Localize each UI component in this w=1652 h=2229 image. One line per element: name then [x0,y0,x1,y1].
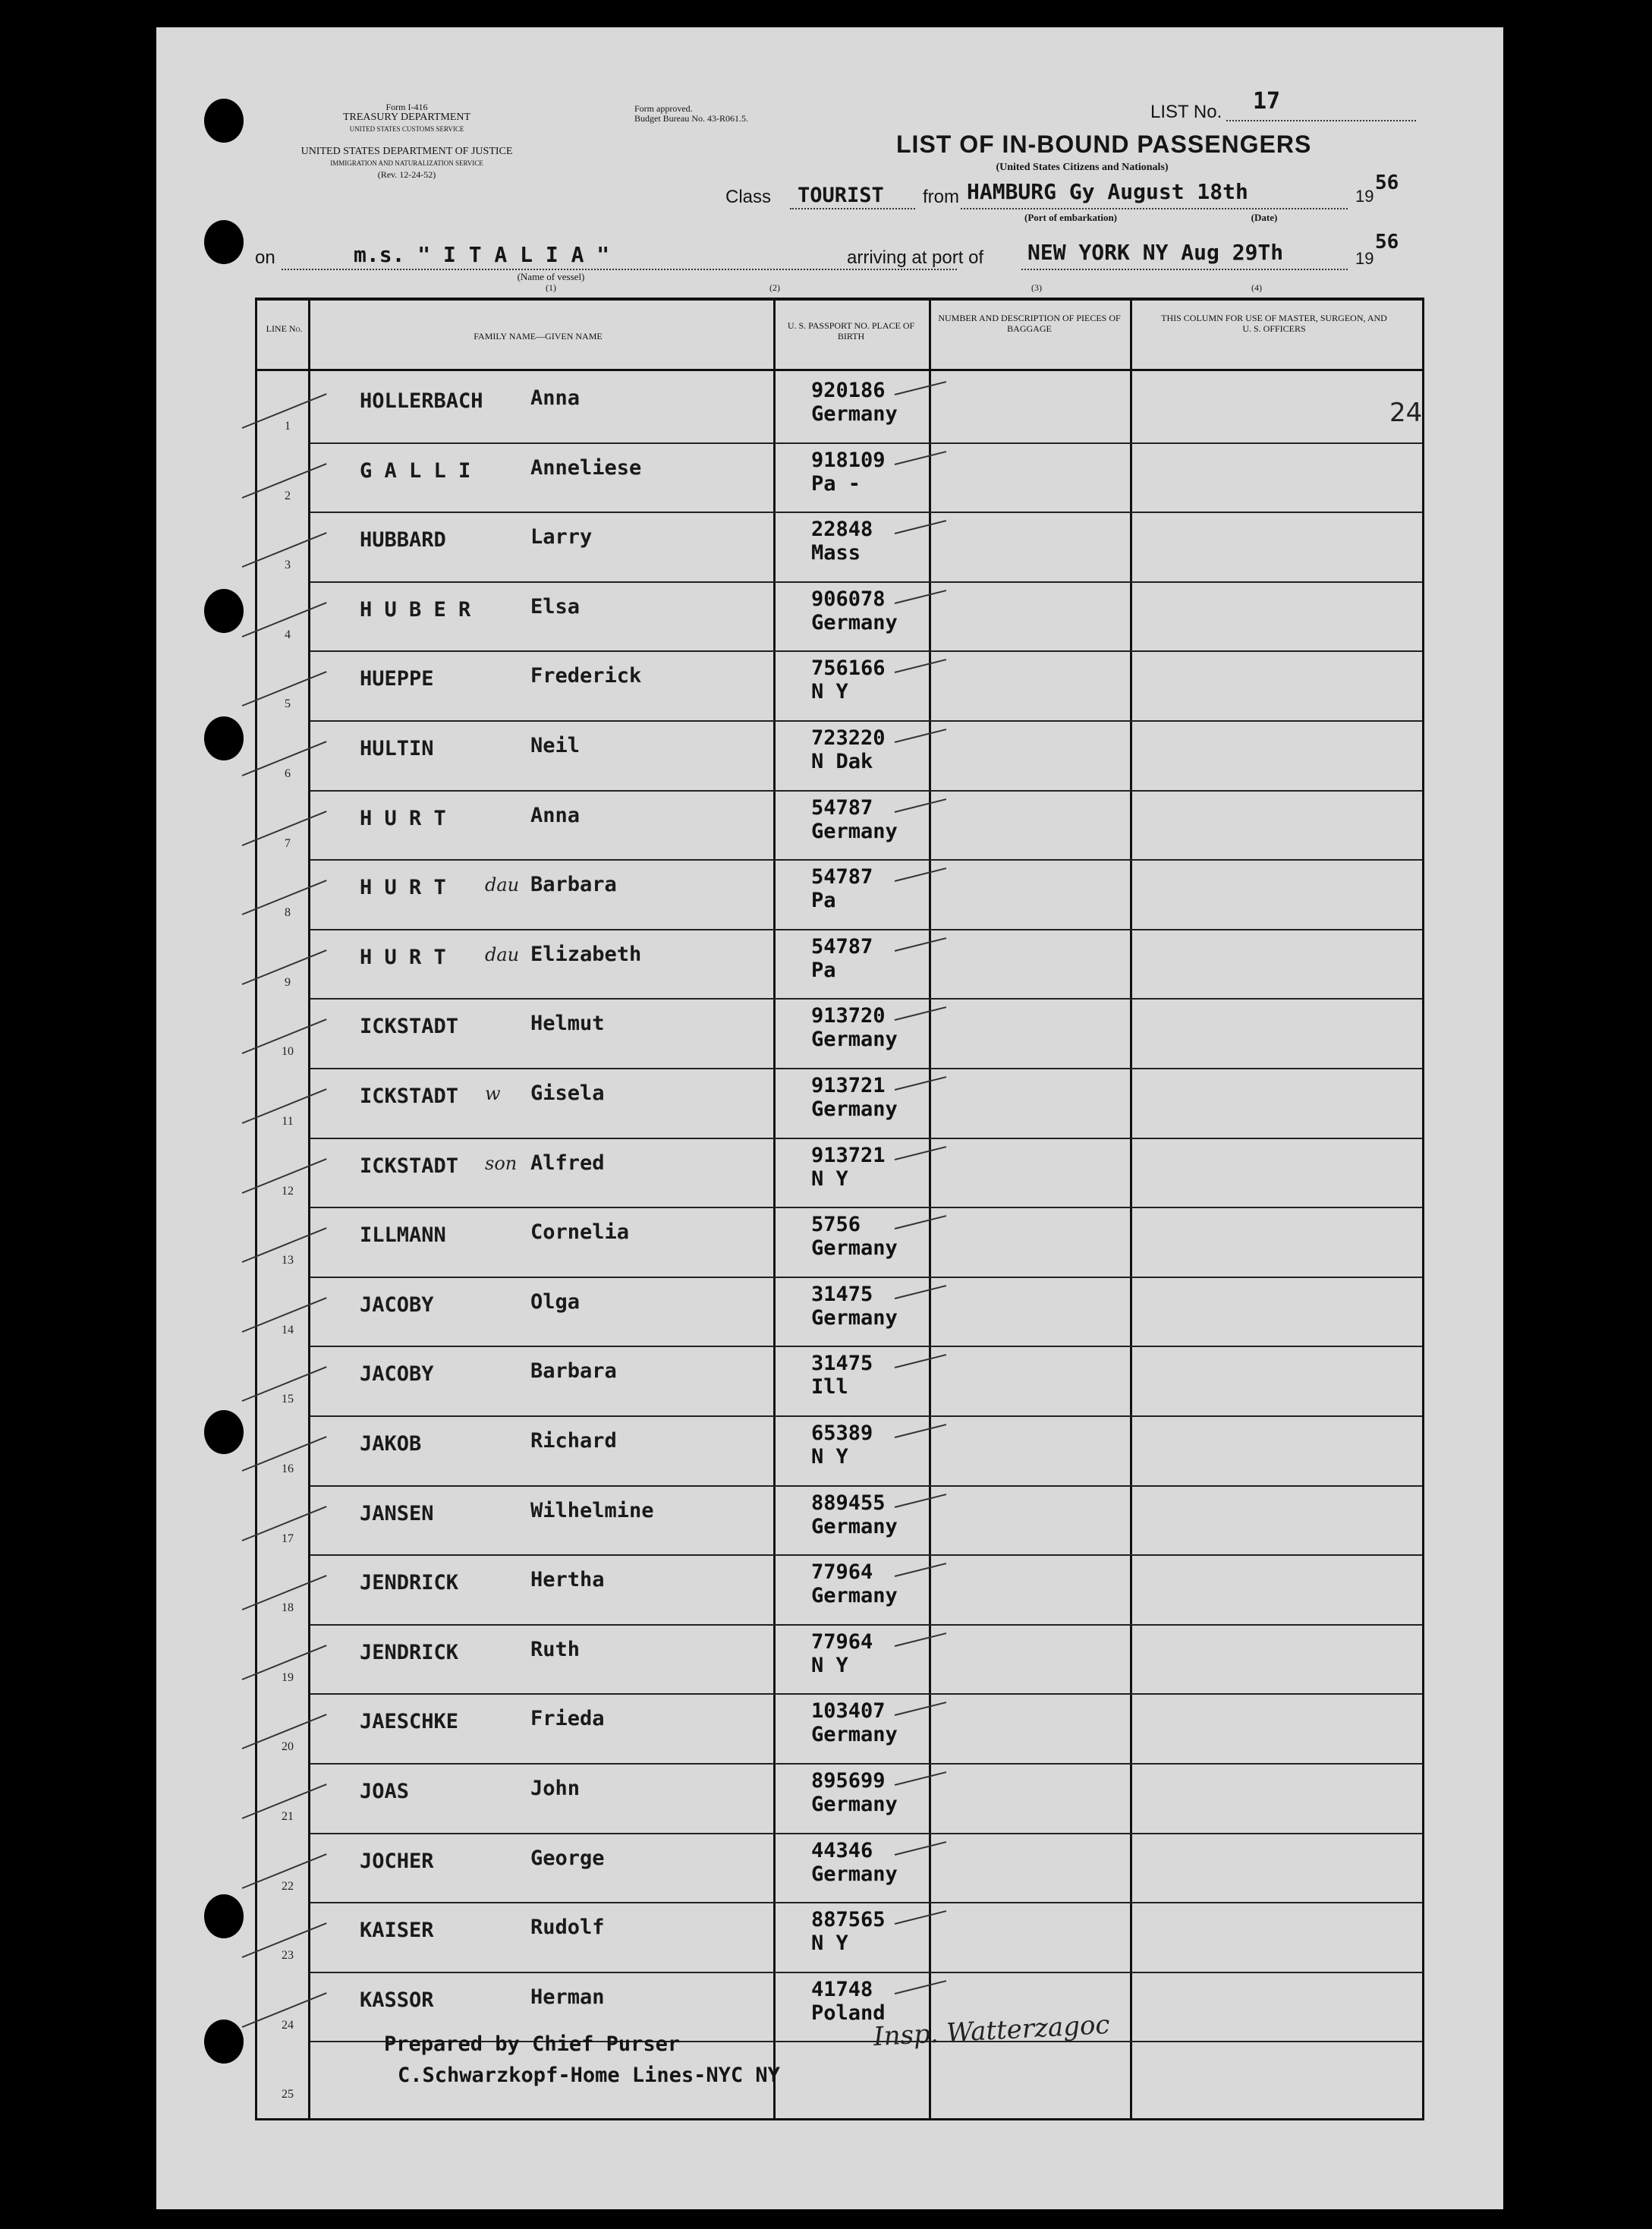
line-number: 18 [282,1601,294,1615]
year-prefix-2: 19 [1355,249,1374,268]
baggage-col-num: (3) [1031,282,1042,293]
table-row [257,373,1422,442]
given-name: George [530,1846,605,1870]
place-of-birth: Ill [811,1375,848,1399]
passport-birthplace [811,1769,898,1816]
check-mark [895,590,946,604]
list-label: LIST No. [1150,102,1222,122]
col-header-line-no: LINE No. [266,323,303,334]
check-mark [895,1285,946,1299]
line-number: 4 [285,628,291,641]
given-name: Richard [530,1429,617,1453]
passport-birthplace [811,1004,898,1051]
table-row [257,442,1422,512]
family-name: HUEPPE [360,667,434,691]
passport-number: 723220 [811,726,886,750]
given-name: Anna [530,386,581,410]
passport-birthplace [811,656,886,704]
family-name: KAISER [360,1919,434,1943]
passport-birthplace [811,379,898,426]
line-number: 25 [282,2088,294,2101]
budget-bureau: Budget Bureau No. 43-R061.5. [634,113,748,124]
from-label: from [923,187,959,207]
place-of-birth: N Y [811,1653,848,1677]
line-number: 9 [285,975,291,989]
check-mark [895,1632,946,1647]
family-name: JANSEN [360,1501,434,1525]
passport-birthplace [811,1699,898,1746]
table-row [257,512,1422,581]
purser-name: C.Schwarzkopf-Home Lines-NYC NY [398,2064,780,2087]
line-number: 12 [282,1184,294,1198]
check-mark [895,1841,946,1856]
table-row [257,1763,1422,1833]
place-of-birth: Pa - [811,471,861,496]
passport-birthplace [811,1352,873,1399]
line-number: 3 [285,559,291,572]
col-header-passport: U. S. PASSPORT NO. PLACE OF BIRTH [787,320,915,342]
family-name: KASSOR [360,1988,434,2012]
passport-number: 65389 [811,1421,873,1445]
check-mark [895,1215,946,1229]
check-mark [895,520,946,534]
punch-hole [204,716,244,760]
place-of-birth: Germany [811,1236,898,1261]
justice-dept: UNITED STATES DEPARTMENT OF JUSTICE [301,146,513,157]
check-mark [895,1563,946,1577]
table-row [257,790,1422,860]
line-number: 7 [285,836,291,850]
place-of-birth: N Y [811,1931,848,1956]
table-row [257,1485,1422,1555]
passport-birthplace [811,1560,898,1607]
port-embarkation-caption: (Port of embarkation) [1024,212,1118,223]
place-of-birth: Germany [811,1723,898,1747]
prepared-by: Prepared by Chief Purser [384,2032,681,2056]
passport-col-num: (2) [769,282,780,293]
margin-note: 24 [1389,398,1423,428]
given-name: John [530,1777,581,1800]
passport-birthplace [811,865,873,912]
given-name: Frieda [530,1707,605,1731]
check-mark [895,451,946,465]
family-name: JOAS [360,1780,410,1803]
class-value: TOURIST [798,184,884,207]
family-name: H U B E R [360,597,471,622]
place-of-birth: N Dak [811,750,873,773]
arrival-underline [1021,269,1348,270]
family-name: JACOBY [360,1362,434,1387]
passport-number: 77964 [811,1629,873,1654]
passport-number: 920186 [811,379,886,402]
place-of-birth: Germany [811,402,898,426]
embarkation-value: HAMBURG Gy August 18th [967,179,1248,204]
passport-number: 22848 [811,518,873,542]
line-number: 5 [285,697,291,711]
date-caption: (Date) [1251,212,1278,223]
given-name: Helmut [530,1012,605,1036]
family-name: JENDRICK [360,1571,459,1595]
family-name: JAKOB [360,1432,422,1456]
given-name: Rudolf [530,1916,605,1940]
family-name: H U R T [360,876,446,900]
family-name: JACOBY [360,1292,434,1317]
punch-hole [204,1410,244,1454]
passport-birthplace [811,1144,886,1191]
check-mark [895,798,946,813]
form-number: Form I-416 [385,102,428,112]
list-number-underline [1226,120,1416,121]
punch-hole [204,220,244,264]
check-mark [895,1076,946,1091]
given-name: Larry [530,525,593,549]
place-of-birth: Pa [811,958,836,982]
passport-birthplace [811,796,898,843]
passport-birthplace [811,1491,898,1538]
passport-birthplace [811,1213,898,1260]
line-number: 20 [282,1740,294,1754]
check-mark [895,1424,946,1438]
class-label: Class [725,187,772,207]
passport-birthplace [811,449,886,496]
family-name: JOCHER [360,1849,434,1873]
passport-birthplace [811,726,886,773]
col-header-name: FAMILY NAME—GIVEN NAME [474,331,603,342]
place-of-birth: Germany [811,819,898,843]
family-name: ICKSTADT [360,1015,459,1039]
check-mark [895,1771,946,1786]
punch-hole [204,2020,244,2064]
check-mark [895,937,946,952]
passport-number: 756166 [811,656,886,681]
check-mark [895,1006,946,1021]
place-of-birth: N Y [811,680,848,704]
family-name: ICKSTADT [360,1085,459,1108]
line-number: 16 [282,1462,294,1475]
col-header-officers: THIS COLUMN FOR USE OF MASTER, SURGEON, AND U. S. OFFICERS [1161,313,1387,334]
passport-birthplace [811,1421,873,1469]
given-name: Barbara [530,873,617,897]
place-of-birth: Germany [811,1793,898,1816]
punch-hole [204,589,244,633]
check-mark [895,1146,946,1160]
officers-col-num: (4) [1251,282,1262,293]
table-row [257,1415,1422,1485]
line-number: 11 [282,1115,294,1128]
table-row [257,1554,1422,1624]
given-name: Elizabeth [530,942,642,966]
family-name: HOLLERBACH [360,389,483,413]
place-of-birth: N Y [811,1166,848,1191]
given-name: Anna [530,803,581,827]
place-of-birth: Germany [811,1028,898,1052]
table-row [257,1346,1422,1415]
table-row [257,859,1422,929]
col-header-baggage: NUMBER AND DESCRIPTION OF PIECES OF BAGGAGE [938,313,1121,334]
passport-number: 54787 [811,795,873,820]
class-underline [790,208,915,209]
passport-birthplace [811,1630,873,1677]
line-number: 8 [285,906,291,920]
table-row [257,998,1422,1068]
family-name: H U R T [360,806,446,830]
from-underline [961,208,1348,209]
place-of-birth: Poland [811,2001,886,2025]
vessel-caption: (Name of vessel) [517,271,585,282]
punch-hole [204,1894,244,1938]
revision: (Rev. 12-24-52) [377,169,436,180]
header-divider [257,369,1422,371]
place-of-birth: Germany [811,1097,898,1121]
punch-hole [204,99,244,143]
line-number: 2 [285,489,291,502]
given-name: Anneliese [530,455,642,480]
family-name: H U R T [360,945,446,969]
passport-number: 31475 [811,1282,873,1306]
treasury-dept: TREASURY DEPARTMENT [342,112,471,123]
place-of-birth: Germany [811,610,898,634]
passport-birthplace [811,1978,886,2025]
passport-birthplace [811,1074,898,1121]
passport-number: 5756 [811,1213,861,1237]
vessel-name: m.s. " I T A L I A " [354,242,610,267]
passport-number: 913721 [811,1074,886,1097]
check-mark [895,659,946,673]
passport-number: 913720 [811,1004,886,1028]
relation-note: w [485,1083,501,1104]
given-name: Olga [530,1289,581,1314]
table-row [257,1207,1422,1277]
passport-number: 41748 [811,1977,873,2001]
table-row [257,1068,1422,1138]
passport-birthplace [811,935,873,982]
check-mark [895,1494,946,1508]
manifest-title: LIST OF IN-BOUND PASSENGERS [896,131,1312,158]
family-name: HULTIN [360,737,434,760]
table-row [257,581,1422,651]
relation-note: son [485,1152,518,1174]
line-number: 13 [282,1254,294,1267]
immigration-service: IMMIGRATION AND NATURALIZATION SERVICE [330,159,483,167]
on-label: on [255,247,275,268]
passport-birthplace [811,518,873,565]
family-name: JENDRICK [360,1640,459,1664]
place-of-birth: Germany [811,1862,898,1886]
family-name: G A L L I [360,458,471,483]
relation-note: dau [485,943,520,965]
family-name: ILLMANN [360,1223,446,1248]
passport-number: 887565 [811,1908,886,1932]
vessel-underline [282,269,957,270]
given-name: Frederick [530,664,642,688]
manifest-subtitle: (United States Citizens and Nationals) [996,162,1169,173]
year-1: 56 [1375,172,1399,194]
passport-birthplace [811,1908,886,1955]
given-name: Cornelia [530,1220,630,1245]
place-of-birth: Mass [811,541,861,565]
table-row [257,1624,1422,1694]
given-name: Ruth [530,1637,581,1661]
passport-birthplace [811,1839,898,1886]
customs-service: UNITED STATES CUSTOMS SERVICE [349,125,464,133]
year-prefix-1: 19 [1355,187,1374,206]
table-row [257,1833,1422,1903]
check-mark [895,1354,946,1368]
year-2: 56 [1375,231,1399,253]
given-name: Barbara [530,1359,617,1384]
line-number: 14 [282,1323,294,1336]
line-number: 10 [282,1045,294,1059]
given-name: Wilhelmine [530,1498,654,1522]
passport-birthplace [811,587,898,634]
passport-number: 31475 [811,1352,873,1376]
passport-number: 44346 [811,1838,873,1862]
check-mark [895,1702,946,1716]
line-number: 17 [282,1532,294,1545]
passport-number: 103407 [811,1699,886,1724]
passport-number: 54787 [811,865,873,889]
place-of-birth: N Y [811,1445,848,1469]
manifest-page [156,27,1503,2209]
passport-number: 77964 [811,1560,873,1585]
table-row [257,1902,1422,1972]
given-name: Alfred [530,1151,605,1175]
passport-number: 918109 [811,448,886,472]
passenger-table [255,298,1424,2120]
form-approved: Form approved. [634,103,693,114]
table-row [257,1972,1422,2042]
table-row [257,1138,1422,1207]
vessel-col-num: (1) [546,282,556,293]
given-name: Herman [530,1985,605,2009]
check-mark [895,381,946,395]
check-mark [895,867,946,882]
list-number: 17 [1253,88,1281,115]
arriving-label: arriving at port of [847,247,984,268]
arrival-port-value: NEW YORK NY Aug 29Th [1027,240,1284,265]
passport-number: 54787 [811,934,873,959]
given-name: Neil [530,734,581,757]
place-of-birth: Pa [811,889,836,913]
check-mark [895,729,946,743]
given-name: Gisela [530,1081,605,1105]
given-name: Hertha [530,1568,605,1592]
line-number: 22 [282,1879,294,1893]
passport-number: 906078 [811,587,886,611]
passport-number: 895699 [811,1769,886,1793]
line-number: 19 [282,1670,294,1684]
place-of-birth: Germany [811,1305,898,1330]
line-number: 15 [282,1393,294,1406]
relation-note: dau [485,874,520,896]
line-number: 1 [285,420,291,433]
inspector-signature: Insp. Watterzagoc [873,2009,1111,2053]
family-name: JAESCHKE [360,1710,459,1734]
table-row [257,1277,1422,1346]
place-of-birth: Germany [811,1514,898,1538]
check-mark [895,1980,946,1994]
check-mark [895,1910,946,1925]
passport-number: 889455 [811,1491,886,1515]
line-number: 21 [282,1810,294,1823]
table-row [257,1693,1422,1763]
line-number: 24 [282,2018,294,2032]
passport-birthplace [811,1283,898,1330]
line-number: 6 [285,767,291,780]
line-number: 23 [282,1949,294,1963]
table-row [257,720,1422,790]
passport-number: 913721 [811,1143,886,1167]
table-row [257,929,1422,999]
family-name: HUBBARD [360,528,446,553]
place-of-birth: Germany [811,1584,898,1608]
given-name: Elsa [530,594,581,619]
table-row [257,650,1422,720]
family-name: ICKSTADT [360,1154,459,1178]
